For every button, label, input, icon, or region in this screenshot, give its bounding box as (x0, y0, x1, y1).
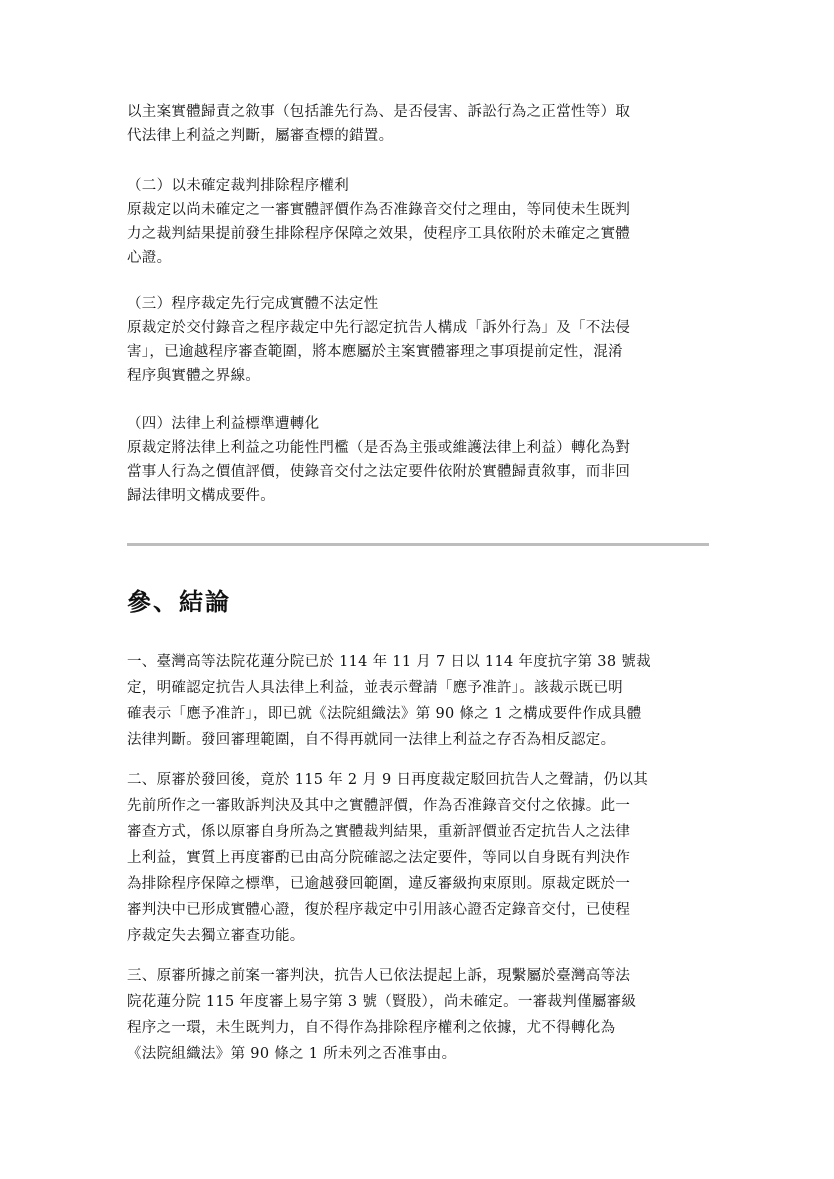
conclusion-paragraph-3 (127, 963, 709, 1067)
intro-paragraph (127, 100, 709, 148)
conclusion-line: 審查方式，係以原審自身所為之實體裁判結果，重新評價並否定抗告人之法律 (127, 824, 631, 840)
conclusion-line: 二、原審於發回後，竟於 115 年 2 月 9 日再度裁定駁回抗告人之聲請，仍以其 (127, 772, 649, 788)
section-line: 原裁定以尚未確定之一審實體評價作為否准錄音交付之理由，等同使未生既判 (127, 202, 631, 218)
conclusion-line: 確表示「應予准許」，即已就《法院組織法》第 90 條之 1 之構成要件作成具體 (127, 706, 642, 722)
conclusion-line: 院花蓮分院 115 年度審上易字第 3 號（賢股），尚未確定。一審裁判僅屬審級 (127, 994, 637, 1010)
section-line: 原裁定將法律上利益之功能性門檻（是否為主張或維護法律上利益）轉化為對 (127, 440, 631, 456)
section-title: （三）程序裁定先行完成實體不法定性 (127, 296, 379, 312)
conclusion-line: 《法院組織法》第 90 條之 1 所未列之否准事由。 (127, 1046, 457, 1062)
section-2 (127, 174, 709, 270)
section-line: 力之裁判結果提前發生排除程序保障之效果，使程序工具依附於未確定之實體 (127, 226, 631, 242)
section-line: 害」，已逾越程序審查範圍，將本應屬於主案實體審理之事項提前定性，混淆 (127, 344, 623, 360)
conclusion-line: 先前所作之一審敗訴判決及其中之實體評價，作為否准錄音交付之依據。此一 (127, 798, 631, 814)
section-line: 歸法律明文構成要件。 (127, 488, 275, 504)
section-title: （二）以未確定裁判排除程序權利 (127, 178, 349, 194)
section-line: 原裁定於交付錄音之程序裁定中先行認定抗告人構成「訴外行為」及「不法侵 (127, 320, 631, 336)
conclusion-line: 法律判斷。發回審理範圍，自不得再就同一法律上利益之存否為相反認定。 (127, 732, 616, 748)
section-line: 程序與實體之界線。 (127, 368, 261, 384)
section-divider (127, 543, 709, 546)
intro-line: 以主案實體歸責之敘事（包括誰先行為、是否侵害、訴訟行為之正當性等）取 (127, 104, 631, 120)
conclusion-heading: 參、結論 (127, 587, 231, 616)
conclusion-line: 序裁定失去獨立審查功能。 (127, 928, 305, 944)
conclusion-paragraph-2 (127, 767, 709, 949)
conclusion-line: 三、原審所據之前案一審判決，抗告人已依法提起上訴，現繫屬於臺灣高等法 (127, 968, 631, 984)
conclusion-line: 為排除程序保障之標準，已逾越發回範圍，違反審級拘束原則。原裁定既於一 (127, 876, 631, 892)
conclusion-line: 審判決中已形成實體心證，復於程序裁定中引用該心證否定錄音交付，已使程 (127, 902, 631, 918)
section-line: 心證。 (127, 250, 172, 266)
section-4 (127, 412, 709, 508)
section-line: 當事人行為之價值評價，使錄音交付之法定要件依附於實體歸責敘事，而非回 (127, 464, 631, 480)
section-3 (127, 292, 709, 388)
conclusion-line: 定，明確認定抗告人具法律上利益，並表示聲請「應予准許」。該裁示既已明 (127, 680, 623, 696)
conclusion-paragraph-1 (127, 649, 709, 753)
conclusion-line: 一、臺灣高等法院花蓮分院已於 114 年 11 月 7 日以 114 年度抗字第 38 號裁 (127, 654, 651, 670)
conclusion-line: 程序之一環，未生既判力，自不得作為排除程序權利之依據，尤不得轉化為 (127, 1020, 616, 1036)
section-title: （四）法律上利益標準遭轉化 (127, 416, 320, 432)
intro-line: 代法律上利益之判斷，屬審查標的錯置。 (127, 128, 394, 144)
conclusion-line: 上利益，實質上再度審酌已由高分院確認之法定要件，等同以自身既有判決作 (127, 850, 631, 866)
